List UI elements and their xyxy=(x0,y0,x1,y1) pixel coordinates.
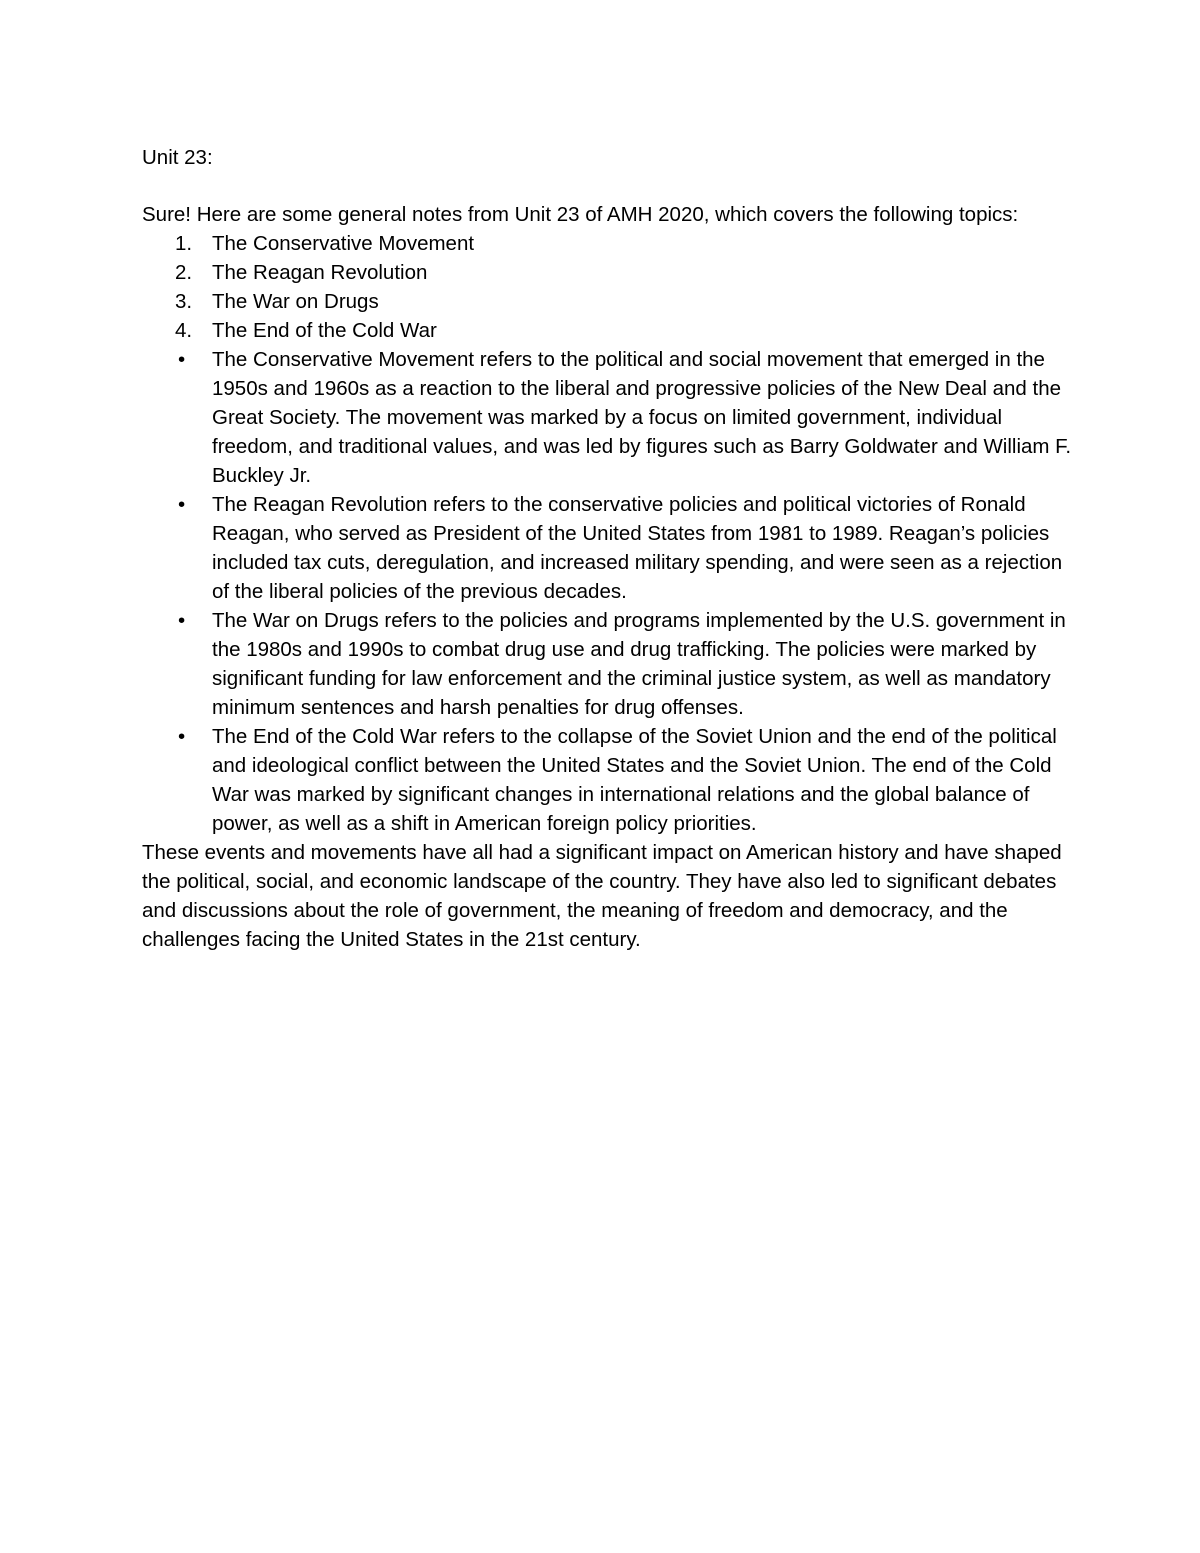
bullet-icon: • xyxy=(178,725,186,748)
bullet-item xyxy=(142,490,1072,606)
topic-item xyxy=(142,258,1072,287)
unit-heading: Unit 23: xyxy=(142,146,213,169)
bullet-icon: • xyxy=(178,609,186,632)
bullet-text: The Conservative Movement refers to the political and social movement that emerged in the 1950s and 1960s as a reaction to the liberal and progressive policies of the New Deal and the Great Society. The movement was marked by a focus on limited government, individual freedom, and traditional values, and was led by figures such as Barry Goldwater and William F. Buckley Jr. xyxy=(212,348,1072,487)
notes-bullet-list xyxy=(142,345,1072,838)
topic-text: The Reagan Revolution xyxy=(212,261,428,284)
list-number: 4. xyxy=(175,319,193,342)
bullet-icon: • xyxy=(178,348,186,371)
bullet-text: The War on Drugs refers to the policies and programs implemented by the U.S. government in the 1980s and 1990s to combat drug use and drug trafficking. The policies were marked by significant funding for law enforcement and the criminal justice system, as well as mandatory minimum sentences and harsh penalties for drug offenses. xyxy=(212,609,1066,719)
intro-paragraph: Sure! Here are some general notes from Unit 23 of AMH 2020, which covers the following topics: xyxy=(142,203,1019,226)
list-number: 3. xyxy=(175,290,193,313)
topics-list xyxy=(142,229,1072,345)
topic-item xyxy=(142,316,1072,345)
closing-paragraph: These events and movements have all had a significant impact on American history and have shaped the political, social, and economic landscape of the country. They have also led to significant debates and discussions about the role of government, the meaning of freedom and democracy, and the challenges facing the United States in the 21st century. xyxy=(142,841,1062,951)
bullet-item xyxy=(142,606,1072,722)
topic-text: The War on Drugs xyxy=(212,290,379,313)
list-number: 1. xyxy=(175,232,193,255)
bullet-text: The Reagan Revolution refers to the conservative policies and political victories of Ronald Reagan, who served as President of the United States from 1981 to 1989. Reagan’s policies included tax cuts, deregulation, and increased military spending, and were seen as a rejection of the liberal policies of the previous decades. xyxy=(212,493,1063,603)
document-body xyxy=(142,143,1072,954)
topic-item xyxy=(142,229,1072,258)
bullet-item xyxy=(142,345,1072,490)
bullet-item xyxy=(142,722,1072,838)
bullet-icon: • xyxy=(178,493,186,516)
list-number: 2. xyxy=(175,261,193,284)
bullet-text: The End of the Cold War refers to the collapse of the Soviet Union and the end of the political and ideological conflict between the United States and the Soviet Union. The end of the Cold War was marked by significant changes in international relations and the global balance of power, as well as a shift in American foreign policy priorities. xyxy=(212,725,1057,835)
topic-item xyxy=(142,287,1072,316)
topic-text: The Conservative Movement xyxy=(212,232,475,255)
topic-text: The End of the Cold War xyxy=(212,319,437,342)
